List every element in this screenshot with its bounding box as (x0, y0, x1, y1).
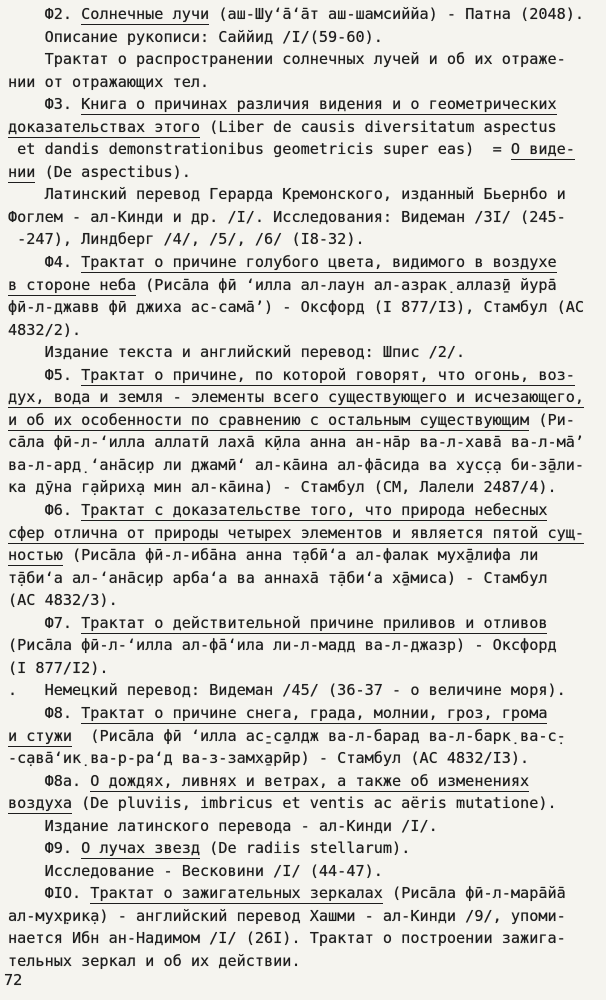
text-line (8, 206, 606, 229)
text-segment: ал-мух̣рик̣а) - английский перевод Хашми - ал-Кинди /9/, упоми- (8, 906, 566, 925)
text-line (8, 725, 606, 748)
text-segment: et dandis demonstrationibus geometricis super eas) = (8, 140, 511, 159)
text-segment: Ф8а. (8, 771, 91, 790)
text-segment: Ф5. (8, 365, 82, 384)
text-line (8, 364, 606, 387)
underlined-title-segment: в стороне неба (8, 275, 137, 294)
text-segment: (АС 4832/3). (8, 591, 118, 610)
underlined-title-segment: доказательствах этого (8, 117, 201, 136)
text-segment: Ф6. (8, 501, 82, 520)
text-line (8, 386, 606, 409)
text-segment: (Риса̄ла фӣ ʻилла ас̱-с̱алдж ва-л-барад ва-л-барк̣ ва-с̣- (72, 726, 566, 745)
text-line (8, 860, 606, 883)
text-segment: (De pluviis, imbricus et ventis ac aëris mutatione). (72, 794, 557, 813)
text-segment: са̄ла фӣ-л-ʻилла аллатӣ лаха̄ к̣ӣла анна ан-на̄р ва-л-хава̄ ва-л-ма̄ʼ (8, 433, 585, 452)
text-line (8, 476, 606, 499)
text-segment: (I 877/I2). (8, 658, 109, 677)
text-segment: (Liber de causis diversitatum aspectus (200, 117, 557, 136)
text-line (8, 251, 606, 274)
text-line (8, 905, 606, 928)
text-segment: Исследование - Весковини /I/ (44-47). (8, 861, 383, 880)
text-segment: ка дӯна г̣айрих̣а мин ал-ка̄ина) - Стамбул (СМ, Лалели 2487/4). (8, 478, 557, 497)
text-line (8, 927, 606, 950)
text-line (8, 567, 606, 590)
text-segment: Ф3. (8, 95, 82, 114)
text-segment: Издание текста и английский перевод: Шпис /2/. (8, 343, 466, 362)
underlined-title-segment: и об их особенности по сравнению с остальным существующим (8, 410, 530, 429)
text-segment: ФIО. (8, 884, 91, 903)
text-segment: (Риса̄ла фӣ-л-иба̄на анна т̣абӣʻа ал-фалак мух̱а̄лифа ли (62, 546, 539, 565)
underlined-title-segment: Трактат о причине снега, града, молнии, гроз, грома (81, 703, 548, 722)
text-segment: (Риса̄ла фӣ-л-мара̄йа̄ (382, 884, 566, 903)
text-segment: Описание рукописи: Саййид /I/(59-60). (8, 27, 383, 46)
underlined-title-segment: О лучах звезд (81, 839, 201, 858)
text-segment: Ф8. (8, 703, 82, 722)
text-line (8, 26, 606, 49)
text-line (8, 770, 606, 793)
text-line (8, 702, 606, 725)
text-segment: Ф9. (8, 839, 82, 858)
text-segment: (Риса̄ла фӣ ʻилла ал-лаун ал-азрак̣ аллаз̱ӣ йура̄ (136, 275, 557, 294)
text-segment: Ф2. (8, 5, 82, 23)
text-line (8, 589, 606, 612)
text-segment: Издание латинского перевода - ал-Кинди /I/. (8, 816, 438, 835)
underlined-title-segment: Трактат о причине, по которой говорят, что огонь, воз- (81, 365, 575, 384)
text-segment: тельных зеркал и об их действии. (8, 951, 301, 970)
text-line (8, 950, 606, 973)
text-segment: ва-л-ард̣ ʻана̄с̣ир ли джамӣʻ ал-ка̄ина ал-фа̄сида ва х̣ус̣с̣а би-з̱а̄ли- (8, 455, 585, 474)
text-line (8, 431, 606, 454)
text-line (8, 71, 606, 94)
text-segment: фӣ-л-джавв фӣ джиха ас-сама̄ʼ) - Оксфорд (I 877/I3), Стамбул (АС (8, 298, 585, 317)
text-line (8, 792, 606, 815)
text-line (8, 815, 606, 838)
text-line (8, 522, 606, 545)
text-segment: . Немецкий перевод: Видеман /45/ (36-37 - о величине моря). (8, 681, 566, 700)
text-segment: (аш-Шуʻа̄ʻа̄т аш-шамсиййа) - Патна (2048). (209, 5, 585, 23)
underlined-title-segment: сфер отлична от природы четырех элементов и является пятой сущ- (8, 523, 585, 542)
text-segment: нается Ибн ан-Надимом /I/ (26I). Трактат о построении зажига- (8, 929, 566, 948)
text-line (8, 454, 606, 477)
text-line (8, 319, 606, 342)
text-line (8, 341, 606, 364)
underlined-title-segment: нии (8, 162, 36, 181)
underlined-title-segment: Солнечные лучи (81, 5, 210, 23)
underlined-title-segment: Трактат с доказательстве того, что природа небесных (81, 501, 548, 520)
text-line (8, 544, 606, 567)
text-line (8, 93, 606, 116)
underlined-title-segment: О дождях, ливнях и ветрах, а также об изменениях (90, 771, 530, 790)
underlined-title-segment: Трактат о причине голубого цвета, видимого в воздухе (81, 253, 557, 272)
underlined-title-segment: дух, вода и земля - элементы всего существующего и исчезающего, (8, 388, 585, 407)
text-line (8, 882, 606, 905)
text-line (8, 48, 606, 71)
underlined-title-segment: Трактат о действительной причине приливов и отливов (81, 613, 548, 632)
text-line (8, 3, 606, 26)
text-line (8, 183, 606, 206)
text-line (8, 657, 606, 680)
text-line (8, 228, 606, 251)
text-segment: (Ри- (529, 410, 575, 429)
text-line (8, 274, 606, 297)
text-line (8, 679, 606, 702)
text-segment: (De radiis stellarum). (200, 839, 411, 858)
text-line (8, 138, 606, 161)
underlined-title-segment: и стужи (8, 726, 73, 745)
text-segment: Латинский перевод Герарда Кремонского, изданный Бьернбо и (8, 185, 566, 204)
text-segment: Трактат о распространении солнечных лучей и об их отраже- (8, 50, 566, 69)
text-line (8, 499, 606, 522)
text-line (8, 634, 606, 657)
text-line (8, 161, 606, 184)
text-line (8, 296, 606, 319)
text-line (8, 747, 606, 770)
text-segment: -с̣ава̄ʻик̣ ва-р-раʻд ва-з-замх̱арӣр) - Стамбул (АС 4832/I3). (8, 749, 530, 768)
text-segment: Фоглем - ал-Кинди и др. /I/. Исследования: Видеман /3I/ (245- (8, 207, 566, 226)
underlined-title-segment: воздуха (8, 794, 73, 813)
text-segment: (Риса̄ла фӣ-л-ʻилла ал-фа̄ʻила ли-л-мадд ва-л-джазр) - Оксфорд (8, 636, 557, 655)
underlined-title-segment: О виде- (510, 140, 575, 159)
text-segment: -247), Линдберг /4/, /5/, /6/ (I8-32). (8, 230, 365, 249)
text-segment: 4832/2). (8, 320, 82, 339)
text-line (8, 409, 606, 432)
text-line (8, 612, 606, 635)
text-segment: (De aspectibus). (35, 162, 191, 181)
page-number: 72 (4, 971, 23, 989)
text-segment: Ф4. (8, 253, 82, 272)
underlined-title-segment: Трактат о зажигательных зеркалах (90, 884, 383, 903)
underlined-title-segment: ностью (8, 546, 63, 565)
text-segment: нии от отражающих тел. (8, 72, 210, 91)
document-lines (8, 3, 606, 973)
text-segment: т̣а̄биʻа ал-ʻана̄с̣ир арбаʻа ва аннаха̄ т̣а̄биʻа х̱а̄миса) - Стамбул (8, 568, 548, 587)
text-line (8, 837, 606, 860)
underlined-title-segment: Книга о причинах различия видения и о геометрических (81, 95, 557, 114)
text-line (8, 116, 606, 139)
text-segment: Ф7. (8, 613, 82, 632)
